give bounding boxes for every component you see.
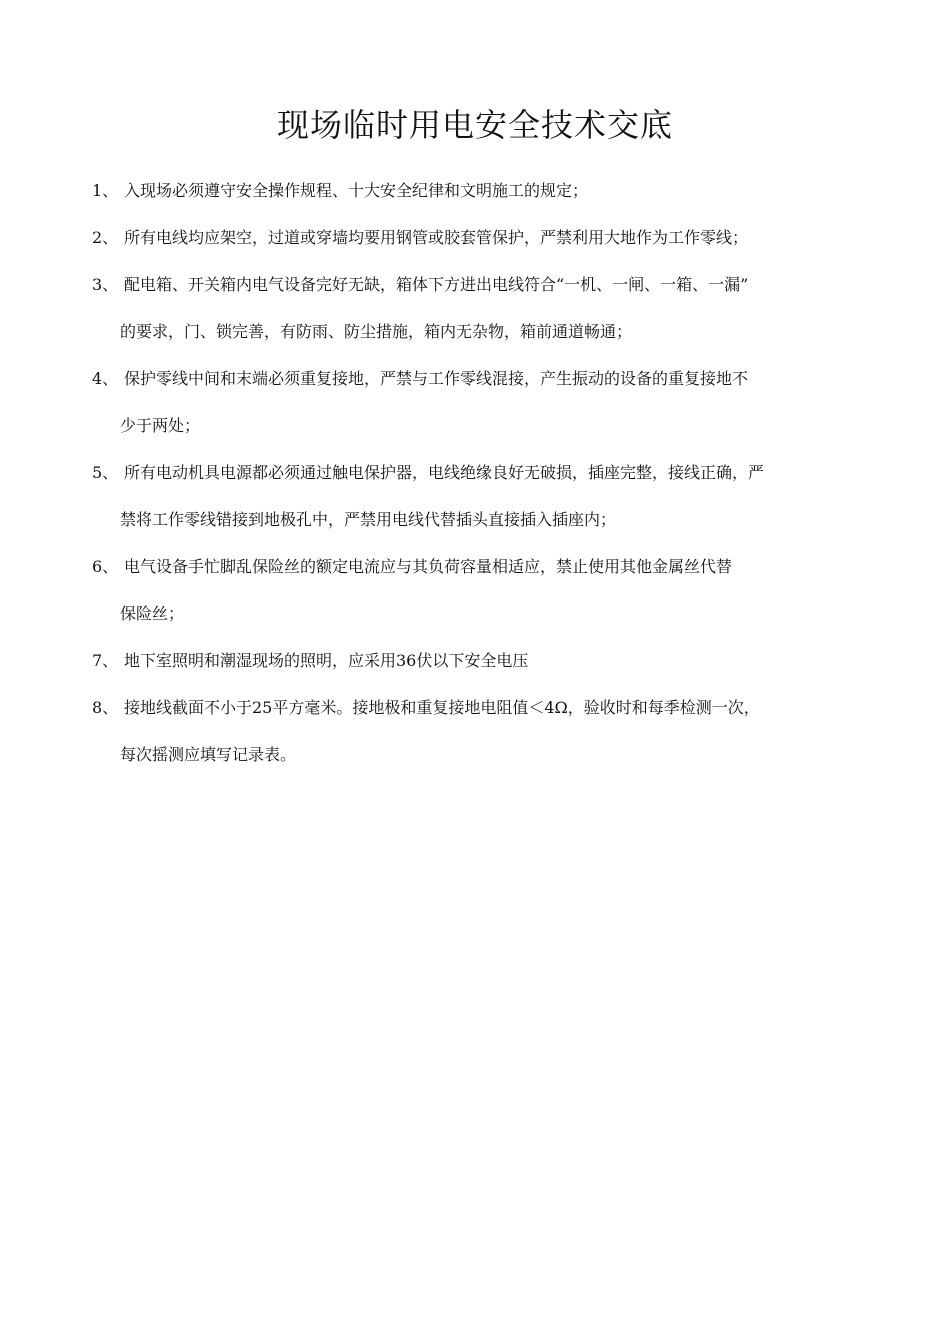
item-number: 4、	[92, 369, 119, 388]
document-title: 现场临时用电安全技术交底	[276, 106, 673, 144]
item-text-continued: 禁将工作零线错接到地极孔中，严禁用电线代替插头直接插入插座内；	[120, 510, 617, 529]
list-item	[92, 543, 882, 637]
item-text-continued: 少于两处；	[120, 416, 201, 435]
item-number: 2、	[92, 228, 119, 247]
list-item	[92, 355, 882, 449]
list-item	[92, 637, 882, 684]
item-number: 3、	[92, 275, 119, 294]
list-item	[92, 261, 882, 355]
item-number: 8、	[92, 698, 119, 717]
item-text: 所有电线均应架空，过道或穿墙均要用钢管或胶套管保护，严禁利用大地作为工作零线；	[124, 228, 749, 247]
item-number: 1、	[92, 181, 119, 200]
item-text: 电气设备手忙脚乱保险丝的额定电流应与其负荷容量相适应，禁止使用其他金属丝代替	[124, 557, 733, 576]
item-text-continued: 的要求，门、锁完善，有防雨、防尘措施，箱内无杂物，箱前通道畅通；	[120, 322, 633, 341]
item-number: 5、	[92, 463, 119, 482]
list-item	[92, 214, 882, 261]
item-number: 7、	[92, 651, 119, 670]
item-text-continued: 每次摇测应填写记录表。	[120, 745, 297, 764]
item-text: 入现场必须遵守安全操作规程、十大安全纪律和文明施工的规定；	[124, 181, 589, 200]
list-item	[92, 449, 882, 543]
list-item	[92, 167, 882, 214]
item-number: 6、	[92, 557, 119, 576]
item-text: 配电箱、开关箱内电气设备完好无缺，箱体下方进出电线符合“一机、一闸、一箱、一漏”	[124, 275, 749, 294]
item-text-continued: 保险丝；	[120, 604, 185, 623]
item-text: 接地线截面不小于25平方毫米。接地极和重复接地电阻值＜4Ω，验收时和每季检测一次，	[124, 698, 760, 717]
list-item	[92, 684, 882, 778]
item-text: 所有电动机具电源都必须通过触电保护器，电线绝缘良好无破损，插座完整，接线正确，严	[124, 463, 765, 482]
item-text: 地下室照明和潮湿现场的照明，应采用36伏以下安全电压	[124, 651, 529, 670]
item-list	[92, 167, 882, 778]
item-text: 保护零线中间和末端必须重复接地，严禁与工作零线混接，产生振动的设备的重复接地不	[124, 369, 749, 388]
